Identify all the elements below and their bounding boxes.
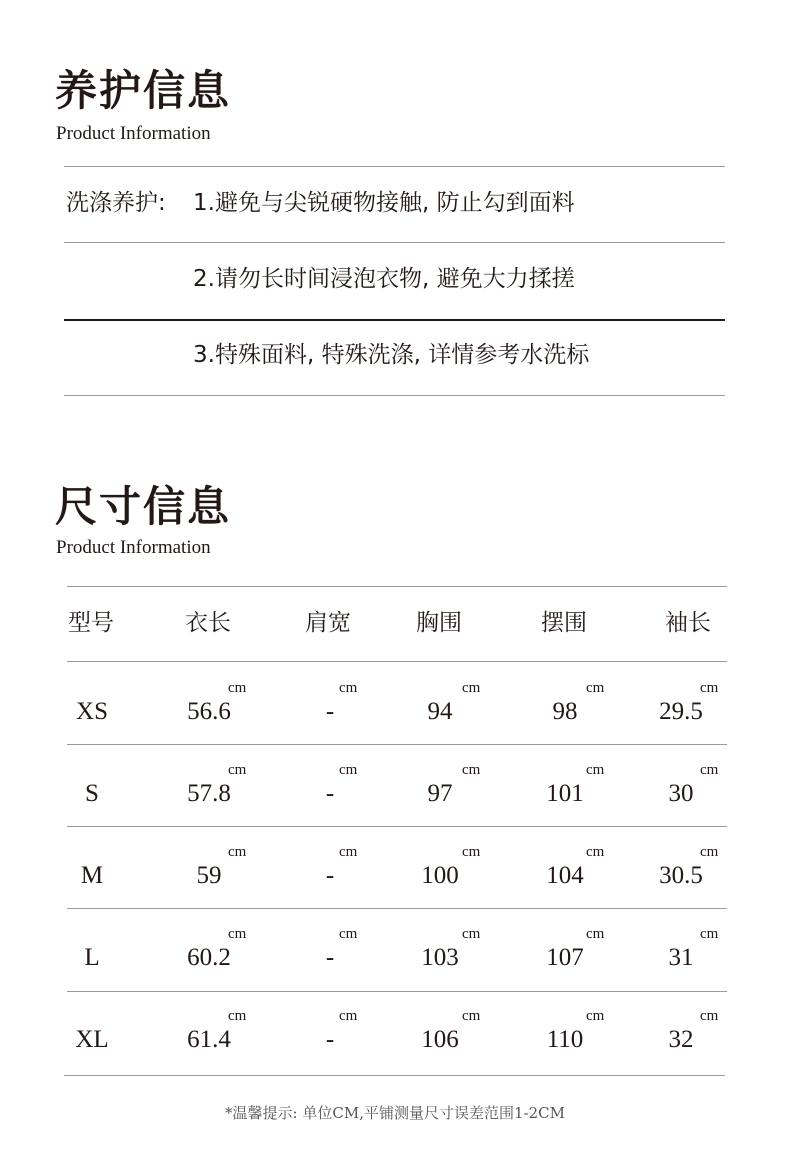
divider bbox=[67, 586, 727, 587]
unit-label: cm bbox=[586, 762, 605, 778]
size-value: 106 bbox=[421, 1026, 459, 1053]
unit-label: cm bbox=[339, 844, 358, 860]
size-value: 97 bbox=[427, 780, 453, 807]
header-hem: 摆围 bbox=[541, 610, 587, 636]
row-divider bbox=[64, 1075, 725, 1076]
size-value: 100 bbox=[421, 862, 459, 889]
size-model: XS bbox=[76, 698, 108, 725]
row-divider bbox=[67, 991, 727, 992]
unit-label: cm bbox=[586, 680, 605, 696]
unit-label: cm bbox=[339, 762, 358, 778]
size-value: 30.5 bbox=[659, 862, 703, 889]
size-value: 57.8 bbox=[187, 780, 231, 807]
header-shoulder: 肩宽 bbox=[305, 610, 351, 636]
unit-label: cm bbox=[700, 762, 719, 778]
care-item-2: 2.请勿长时间浸泡衣物, 避免大力揉搓 bbox=[193, 266, 575, 292]
size-value: 103 bbox=[421, 944, 459, 971]
unit-label: cm bbox=[700, 926, 719, 942]
unit-label: cm bbox=[462, 680, 481, 696]
unit-label: cm bbox=[700, 680, 719, 696]
size-value: 29.5 bbox=[659, 698, 703, 725]
unit-label: cm bbox=[339, 680, 358, 696]
divider bbox=[64, 395, 725, 396]
header-model: 型号 bbox=[68, 610, 114, 636]
unit-label: cm bbox=[339, 926, 358, 942]
care-item-3: 3.特殊面料, 特殊洗涤, 详情参考水洗标 bbox=[193, 342, 590, 368]
divider bbox=[64, 166, 725, 167]
unit-label: cm bbox=[586, 844, 605, 860]
size-value: 61.4 bbox=[187, 1026, 231, 1053]
size-value: - bbox=[325, 780, 335, 807]
size-value: 59 bbox=[196, 862, 222, 889]
row-divider bbox=[67, 908, 727, 909]
unit-label: cm bbox=[462, 926, 481, 942]
size-model: XL bbox=[75, 1026, 109, 1053]
unit-label: cm bbox=[462, 1008, 481, 1024]
unit-label: cm bbox=[228, 926, 247, 942]
size-value: 107 bbox=[546, 944, 584, 971]
size-value: - bbox=[325, 698, 335, 725]
size-subtitle: Product Information bbox=[56, 537, 211, 558]
care-label: 洗涤养护: bbox=[66, 190, 166, 216]
unit-label: cm bbox=[586, 926, 605, 942]
header-length: 衣长 bbox=[185, 610, 231, 636]
size-value: 31 bbox=[668, 944, 694, 971]
unit-label: cm bbox=[586, 1008, 605, 1024]
divider bbox=[64, 319, 725, 321]
size-value: 104 bbox=[546, 862, 584, 889]
divider bbox=[67, 661, 727, 662]
size-value: 110 bbox=[546, 1026, 584, 1053]
size-value: - bbox=[325, 862, 335, 889]
care-item-1: 1.避免与尖锐硬物接触, 防止勾到面料 bbox=[193, 190, 575, 216]
size-title: 尺寸信息 bbox=[55, 482, 232, 531]
unit-label: cm bbox=[339, 1008, 358, 1024]
header-sleeve: 袖长 bbox=[665, 610, 711, 636]
row-divider bbox=[67, 744, 727, 745]
size-value: 56.6 bbox=[187, 698, 231, 725]
size-value: 32 bbox=[668, 1026, 694, 1053]
size-model: L bbox=[84, 944, 100, 971]
size-value: - bbox=[325, 944, 335, 971]
unit-label: cm bbox=[700, 844, 719, 860]
size-value: 98 bbox=[552, 698, 578, 725]
unit-label: cm bbox=[462, 844, 481, 860]
unit-label: cm bbox=[462, 762, 481, 778]
size-value: 60.2 bbox=[187, 944, 231, 971]
divider bbox=[64, 242, 725, 243]
header-chest: 胸围 bbox=[416, 610, 462, 636]
unit-label: cm bbox=[700, 1008, 719, 1024]
unit-label: cm bbox=[228, 844, 247, 860]
row-divider bbox=[67, 826, 727, 827]
care-title: 养护信息 bbox=[55, 66, 232, 115]
size-note: *温馨提示: 单位CM,平铺测量尺寸误差范围1-2CM bbox=[225, 1104, 565, 1122]
size-value: - bbox=[325, 1026, 335, 1053]
size-value: 94 bbox=[427, 698, 453, 725]
size-model: S bbox=[85, 780, 99, 807]
unit-label: cm bbox=[228, 680, 247, 696]
size-value: 30 bbox=[668, 780, 694, 807]
size-value: 101 bbox=[546, 780, 584, 807]
unit-label: cm bbox=[228, 1008, 247, 1024]
care-subtitle: Product Information bbox=[56, 123, 211, 144]
size-model: M bbox=[80, 862, 104, 889]
unit-label: cm bbox=[228, 762, 247, 778]
